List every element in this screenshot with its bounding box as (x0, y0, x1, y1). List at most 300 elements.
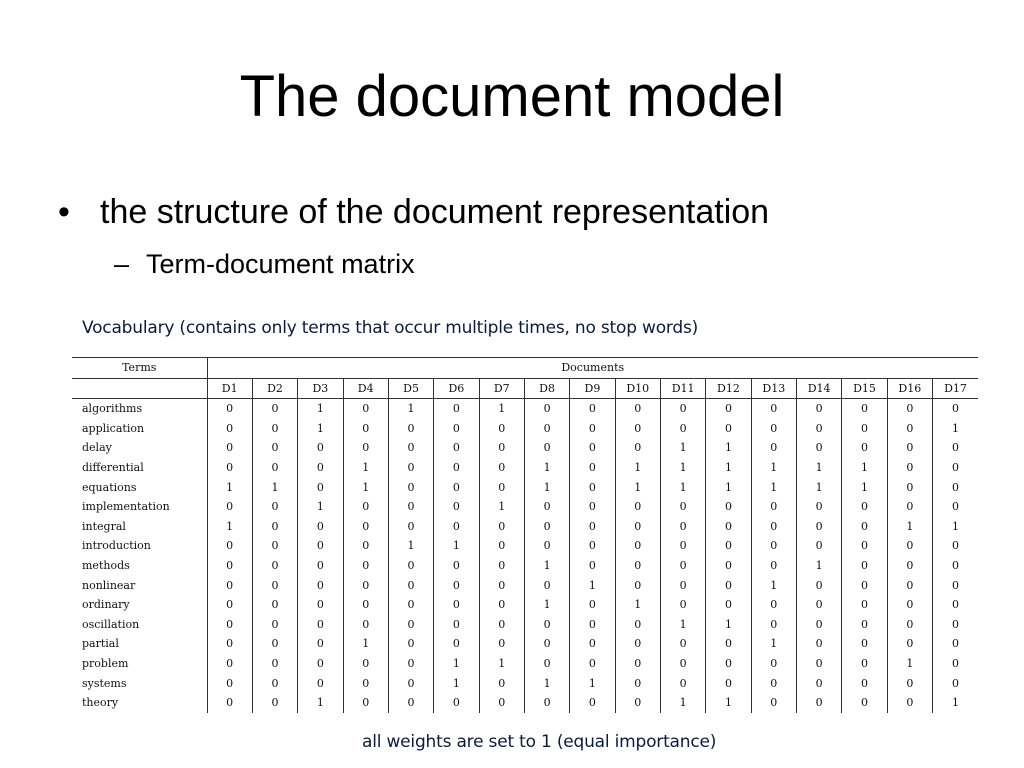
weight-cell: 0 (434, 693, 479, 713)
weight-cell: 1 (615, 458, 660, 478)
table-row (72, 536, 978, 556)
weight-cell: 1 (298, 399, 343, 419)
table-row (72, 576, 978, 596)
weight-cell: 0 (842, 634, 887, 654)
weight-cell: 1 (660, 438, 705, 458)
table-row (72, 399, 978, 419)
weight-cell: 0 (434, 478, 479, 498)
weight-cell: 1 (479, 654, 524, 674)
term-label: ordinary (72, 595, 207, 615)
weight-cell: 0 (706, 497, 751, 517)
weight-cell: 0 (842, 419, 887, 439)
document-id: D2 (252, 378, 297, 399)
weight-cell: 0 (570, 615, 615, 635)
weight-cell: 1 (388, 399, 433, 419)
weight-cell: 1 (796, 458, 841, 478)
weight-cell: 1 (751, 458, 796, 478)
weight-cell: 0 (343, 595, 388, 615)
weight-cell: 1 (842, 478, 887, 498)
document-id: D4 (343, 378, 388, 399)
weight-cell: 1 (660, 615, 705, 635)
weight-cell: 0 (706, 674, 751, 694)
weight-cell: 0 (479, 438, 524, 458)
weight-cell: 0 (660, 556, 705, 576)
weight-cell: 0 (298, 536, 343, 556)
weight-cell: 0 (706, 517, 751, 537)
weight-cell: 1 (570, 674, 615, 694)
weight-cell: 1 (615, 478, 660, 498)
document-id: D9 (570, 378, 615, 399)
table-row (72, 497, 978, 517)
table-row (72, 615, 978, 635)
weight-cell: 0 (842, 438, 887, 458)
table-row (72, 419, 978, 439)
weight-cell: 0 (207, 595, 252, 615)
table-row (72, 654, 978, 674)
weight-cell: 0 (207, 693, 252, 713)
weight-cell: 0 (524, 419, 569, 439)
weight-cell: 1 (252, 478, 297, 498)
weight-cell: 0 (298, 595, 343, 615)
weight-cell: 0 (933, 438, 979, 458)
weight-cell: 1 (887, 654, 932, 674)
weight-cell: 0 (343, 654, 388, 674)
weight-cell: 0 (706, 556, 751, 576)
weight-cell: 1 (207, 478, 252, 498)
weight-cell: 0 (343, 556, 388, 576)
weight-cell: 1 (434, 674, 479, 694)
weight-cell: 0 (751, 517, 796, 537)
weight-cell: 0 (842, 576, 887, 596)
weight-cell: 0 (343, 674, 388, 694)
weight-cell: 0 (842, 536, 887, 556)
weight-cell: 1 (343, 458, 388, 478)
weight-cell: 0 (343, 576, 388, 596)
weight-cell: 0 (524, 615, 569, 635)
weight-cell: 0 (796, 576, 841, 596)
document-id: D16 (887, 378, 932, 399)
weight-cell: 0 (796, 517, 841, 537)
blank-header-cell (72, 378, 207, 399)
document-id: D8 (524, 378, 569, 399)
weight-cell: 0 (887, 615, 932, 635)
weight-cell: 0 (933, 615, 979, 635)
table-row (72, 517, 978, 537)
weight-cell: 0 (660, 517, 705, 537)
document-id: D10 (615, 378, 660, 399)
weight-cell: 0 (660, 674, 705, 694)
weight-cell: 0 (343, 399, 388, 419)
weight-cell: 0 (751, 654, 796, 674)
weight-cell: 0 (434, 517, 479, 537)
table-row (72, 634, 978, 654)
weight-cell: 0 (887, 634, 932, 654)
weight-cell: 0 (751, 674, 796, 694)
weight-cell: 0 (207, 399, 252, 419)
weight-cell: 0 (887, 438, 932, 458)
weight-cell: 0 (615, 693, 660, 713)
document-id: D6 (434, 378, 479, 399)
weight-cell: 0 (842, 595, 887, 615)
weight-cell: 1 (751, 576, 796, 596)
weight-cell: 0 (252, 399, 297, 419)
weight-cell: 0 (479, 458, 524, 478)
weight-cell: 0 (207, 536, 252, 556)
weight-cell: 1 (343, 634, 388, 654)
weight-cell: 0 (796, 693, 841, 713)
weight-cell: 0 (434, 419, 479, 439)
weight-cell: 0 (842, 693, 887, 713)
table-row (72, 693, 978, 713)
weight-cell: 0 (207, 634, 252, 654)
weight-cell: 0 (524, 536, 569, 556)
weight-cell: 0 (207, 576, 252, 596)
weight-cell: 0 (933, 399, 979, 419)
weight-cell: 0 (524, 576, 569, 596)
weight-cell: 1 (751, 478, 796, 498)
weight-cell: 0 (570, 497, 615, 517)
weight-cell: 0 (298, 438, 343, 458)
weight-cell: 0 (615, 497, 660, 517)
weight-cell: 0 (796, 438, 841, 458)
weight-cell: 0 (887, 536, 932, 556)
weight-cell: 1 (933, 419, 979, 439)
weight-cell: 1 (298, 497, 343, 517)
matrix-table (72, 357, 978, 713)
weight-cell: 0 (660, 576, 705, 596)
term-label: nonlinear (72, 576, 207, 596)
document-id: D12 (706, 378, 751, 399)
term-label: application (72, 419, 207, 439)
weight-cell: 0 (388, 438, 433, 458)
weight-cell: 0 (751, 693, 796, 713)
weight-cell: 0 (887, 595, 932, 615)
weight-cell: 0 (343, 438, 388, 458)
weight-cell: 1 (570, 576, 615, 596)
term-document-matrix (72, 357, 978, 715)
weight-cell: 0 (796, 615, 841, 635)
weight-cell: 0 (252, 634, 297, 654)
weight-cell: 0 (434, 438, 479, 458)
weight-cell: 0 (796, 634, 841, 654)
weight-cell: 0 (343, 517, 388, 537)
weight-cell: 0 (706, 634, 751, 654)
weight-cell: 0 (751, 615, 796, 635)
weight-cell: 0 (796, 595, 841, 615)
weight-cell: 1 (706, 438, 751, 458)
weight-cell: 0 (479, 419, 524, 439)
weight-cell: 0 (615, 419, 660, 439)
weight-cell: 0 (343, 693, 388, 713)
weight-cell: 0 (479, 517, 524, 537)
weight-cell: 1 (479, 399, 524, 419)
weight-cell: 0 (252, 497, 297, 517)
term-label: differential (72, 458, 207, 478)
weight-cell: 0 (252, 654, 297, 674)
bullet-text: the structure of the document representation (100, 193, 770, 231)
weight-cell: 0 (660, 634, 705, 654)
weight-cell: 0 (479, 595, 524, 615)
weight-cell: 1 (706, 478, 751, 498)
weight-cell: 0 (933, 478, 979, 498)
weight-cell: 0 (706, 399, 751, 419)
weight-cell: 0 (298, 634, 343, 654)
weight-cell: 0 (660, 399, 705, 419)
document-id: D15 (842, 378, 887, 399)
weight-cell: 0 (570, 419, 615, 439)
weight-cell: 1 (706, 615, 751, 635)
document-id: D13 (751, 378, 796, 399)
weight-cell: 0 (524, 654, 569, 674)
weight-cell: 0 (933, 536, 979, 556)
term-label: delay (72, 438, 207, 458)
weight-cell: 0 (434, 497, 479, 517)
weight-cell: 0 (706, 576, 751, 596)
weight-cell: 0 (479, 634, 524, 654)
weight-cell: 1 (796, 556, 841, 576)
document-id: D17 (933, 378, 979, 399)
weight-cell: 0 (660, 536, 705, 556)
weight-cell: 0 (933, 654, 979, 674)
weight-cell: 1 (298, 693, 343, 713)
weight-cell: 0 (570, 438, 615, 458)
weight-cell: 1 (207, 517, 252, 537)
weight-cell: 0 (388, 634, 433, 654)
weight-cell: 0 (207, 497, 252, 517)
header-row (72, 358, 978, 379)
weight-cell: 0 (933, 497, 979, 517)
slide-title: The document model (239, 64, 785, 129)
weight-cell: 0 (252, 595, 297, 615)
weight-cell: 0 (252, 419, 297, 439)
document-id: D7 (479, 378, 524, 399)
weight-cell: 0 (751, 556, 796, 576)
bullet-item (58, 192, 769, 232)
weight-cell: 0 (842, 399, 887, 419)
weight-cell: 1 (388, 536, 433, 556)
weight-cell: 0 (570, 595, 615, 615)
weight-cell: 0 (479, 576, 524, 596)
term-label: equations (72, 478, 207, 498)
weight-cell: 0 (207, 674, 252, 694)
weight-cell: 0 (388, 517, 433, 537)
weight-cell: 0 (615, 438, 660, 458)
weight-cell: 0 (842, 654, 887, 674)
weight-cell: 0 (751, 497, 796, 517)
table-row (72, 674, 978, 694)
term-label: methods (72, 556, 207, 576)
weight-cell: 0 (751, 438, 796, 458)
weight-cell: 0 (252, 576, 297, 596)
weight-cell: 0 (388, 478, 433, 498)
weight-cell: 1 (343, 478, 388, 498)
vocabulary-caption: Vocabulary (contains only terms that occur multiple times, no stop words) (82, 318, 699, 338)
weight-cell: 0 (615, 674, 660, 694)
term-label: algorithms (72, 399, 207, 419)
weight-cell: 0 (570, 458, 615, 478)
weight-cell: 0 (796, 674, 841, 694)
weight-cell: 0 (388, 595, 433, 615)
weight-cell: 0 (842, 674, 887, 694)
weight-cell: 0 (751, 399, 796, 419)
weight-cell: 0 (706, 419, 751, 439)
weight-cell: 0 (343, 536, 388, 556)
weight-cell: 1 (842, 458, 887, 478)
document-id: D14 (796, 378, 841, 399)
weight-cell: 1 (933, 693, 979, 713)
weight-cell: 1 (615, 595, 660, 615)
weight-cell: 0 (887, 478, 932, 498)
weight-cell: 0 (207, 438, 252, 458)
weight-cell: 0 (524, 399, 569, 419)
weight-cell: 0 (660, 595, 705, 615)
weight-cell: 0 (343, 419, 388, 439)
weight-cell: 0 (796, 536, 841, 556)
weight-cell: 0 (479, 536, 524, 556)
weight-cell: 0 (570, 517, 615, 537)
weight-cell: 0 (207, 419, 252, 439)
weight-cell: 0 (479, 693, 524, 713)
weight-cell: 0 (615, 654, 660, 674)
weight-cell: 0 (615, 634, 660, 654)
weight-cell: 0 (524, 517, 569, 537)
term-label: systems (72, 674, 207, 694)
weight-cell: 1 (479, 497, 524, 517)
term-label: integral (72, 517, 207, 537)
weight-cell: 0 (570, 556, 615, 576)
weight-cell: 0 (388, 556, 433, 576)
weight-cell: 0 (660, 654, 705, 674)
table-row (72, 478, 978, 498)
weight-cell: 0 (388, 654, 433, 674)
weight-cell: 0 (796, 654, 841, 674)
document-id: D5 (388, 378, 433, 399)
weight-cell: 0 (615, 576, 660, 596)
weight-cell: 0 (842, 517, 887, 537)
weight-cell: 0 (933, 595, 979, 615)
weight-cell: 0 (207, 556, 252, 576)
weight-cell: 0 (343, 497, 388, 517)
weight-cell: 0 (751, 595, 796, 615)
weight-cell: 0 (252, 674, 297, 694)
weight-cell: 0 (615, 615, 660, 635)
weight-cell: 1 (660, 458, 705, 478)
weight-cell: 0 (298, 478, 343, 498)
bullet-marker: • (58, 193, 70, 231)
weight-cell: 0 (570, 634, 615, 654)
weight-cell: 0 (207, 458, 252, 478)
weight-cell: 0 (933, 458, 979, 478)
weight-cell: 0 (479, 556, 524, 576)
sub-bullet-text: Term-document matrix (146, 249, 415, 279)
weight-cell: 0 (388, 419, 433, 439)
weight-cell: 0 (479, 478, 524, 498)
weight-cell: 0 (615, 536, 660, 556)
weight-cell: 0 (706, 595, 751, 615)
weight-cell: 0 (570, 654, 615, 674)
weight-cell: 0 (524, 634, 569, 654)
weight-cell: 1 (706, 458, 751, 478)
weight-cell: 1 (434, 654, 479, 674)
table-row (72, 438, 978, 458)
weight-cell: 0 (887, 458, 932, 478)
weight-cell: 0 (615, 556, 660, 576)
weight-cell: 0 (615, 517, 660, 537)
weight-cell: 0 (434, 615, 479, 635)
documents-header: Documents (207, 358, 978, 379)
table-row (72, 595, 978, 615)
weight-cell: 0 (207, 615, 252, 635)
term-label: partial (72, 634, 207, 654)
weight-cell: 1 (524, 674, 569, 694)
weight-cell: 0 (298, 458, 343, 478)
weight-cell: 0 (252, 458, 297, 478)
weight-cell: 0 (207, 654, 252, 674)
weight-cell: 0 (887, 556, 932, 576)
document-ids-row (72, 378, 978, 399)
weight-cell: 0 (388, 458, 433, 478)
term-label: problem (72, 654, 207, 674)
weight-cell: 0 (570, 536, 615, 556)
weight-cell: 0 (887, 399, 932, 419)
weight-cell: 1 (524, 458, 569, 478)
weight-cell: 1 (933, 517, 979, 537)
weight-cell: 0 (252, 438, 297, 458)
weight-cell: 0 (796, 419, 841, 439)
weight-cell: 0 (252, 615, 297, 635)
weight-cell: 0 (388, 497, 433, 517)
weight-cell: 0 (388, 615, 433, 635)
weight-cell: 0 (933, 576, 979, 596)
weight-cell: 0 (298, 576, 343, 596)
document-id: D11 (660, 378, 705, 399)
table-row (72, 556, 978, 576)
weight-cell: 0 (298, 654, 343, 674)
table-row (72, 458, 978, 478)
weight-cell: 0 (479, 674, 524, 694)
weight-cell: 1 (524, 556, 569, 576)
weight-cell: 0 (388, 674, 433, 694)
weight-cell: 0 (887, 497, 932, 517)
weight-cell: 0 (796, 399, 841, 419)
weight-cell: 1 (751, 634, 796, 654)
weight-cell: 0 (570, 693, 615, 713)
weight-cell: 0 (887, 693, 932, 713)
weight-cell: 1 (524, 478, 569, 498)
weight-cell: 0 (524, 497, 569, 517)
weight-cell: 0 (842, 556, 887, 576)
weight-cell: 0 (252, 517, 297, 537)
weight-cell: 0 (252, 556, 297, 576)
weight-cell: 1 (706, 693, 751, 713)
weight-cell: 0 (887, 674, 932, 694)
weight-cell: 0 (434, 634, 479, 654)
weight-cell: 0 (434, 556, 479, 576)
document-id: D1 (207, 378, 252, 399)
weight-cell: 0 (434, 458, 479, 478)
weight-cell: 0 (933, 674, 979, 694)
weight-cell: 0 (842, 615, 887, 635)
weight-cell: 0 (388, 693, 433, 713)
weight-cell: 0 (887, 576, 932, 596)
weight-cell: 1 (887, 517, 932, 537)
weight-cell: 0 (751, 419, 796, 439)
weight-cell: 0 (298, 556, 343, 576)
weight-cell: 0 (298, 615, 343, 635)
weight-cell: 0 (933, 556, 979, 576)
weight-cell: 1 (524, 595, 569, 615)
sub-bullet-marker: – (114, 249, 130, 279)
